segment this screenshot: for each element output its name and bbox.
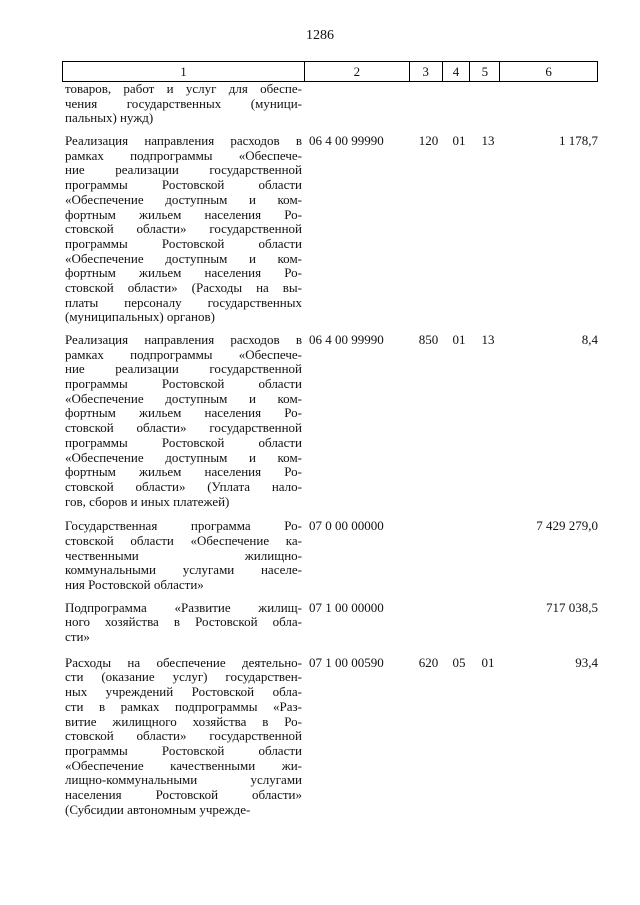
description-line: стовской области «Обеспечение ка-: [65, 533, 302, 548]
description-line: товаров, работ и услуг для обеспе-: [65, 82, 302, 96]
description-line: стовской области» государственной: [65, 222, 302, 237]
description-line: витие жилищного хозяйства в Ро-: [65, 714, 302, 729]
row-description: [65, 656, 302, 818]
section: 01: [452, 332, 466, 347]
description-line: фортным жильем населения Ро-: [65, 207, 302, 222]
description-line: Реализация направления расходов в: [65, 333, 302, 347]
amount: 717 038,5: [546, 599, 598, 615]
header-col-2: 2: [305, 62, 410, 81]
classification-code: 06 4 00 99990: [309, 332, 384, 347]
description-line: программы Ростовской области: [65, 178, 302, 193]
classification-code: 07 1 00 00590: [309, 654, 384, 670]
expense-type: 620: [418, 654, 439, 670]
description-line: платы персоналу государственных: [65, 295, 302, 310]
subsection: 13: [481, 133, 495, 149]
table-row: [62, 82, 598, 126]
row-description: [65, 601, 302, 645]
description-line: «Обеспечение доступным и ком-: [65, 450, 302, 465]
amount: 8,4: [581, 332, 598, 347]
expense-type: 850: [418, 332, 439, 347]
description-line: фортным жильем населения Ро-: [65, 406, 302, 421]
description-line: сти (оказание услуг) государствен-: [65, 670, 302, 685]
description-line: «Обеспечение доступным и ком-: [65, 391, 302, 406]
classification-code: 06 4 00 99990: [309, 133, 384, 149]
row-description: [65, 333, 302, 509]
description-line: ния Ростовской области»: [65, 578, 204, 592]
description-line: чественными жилищно-: [65, 548, 302, 563]
description-line: фортным жильем населения Ро-: [65, 266, 302, 281]
description-line: стовской области» государственной: [65, 421, 302, 436]
table-row: [62, 656, 598, 818]
description-line: сти в рамках подпрограммы «Раз-: [65, 699, 302, 714]
description-line: Расходы на обеспечение деятельно-: [65, 655, 302, 670]
table-row: [62, 134, 598, 325]
description-line: ного хозяйства в Ростовской обла-: [65, 615, 302, 630]
description-line: рамках подпрограммы «Обеспече-: [65, 347, 302, 362]
header-col-6: 6: [545, 63, 552, 79]
table-row: [62, 601, 598, 645]
description-line: «Обеспечение доступным и ком-: [65, 251, 302, 266]
page-number: 1286: [306, 28, 334, 43]
table-row: [62, 333, 598, 509]
description-line: гов, сборов и иных платежей): [65, 494, 230, 509]
description-line: стовской области» (Уплата нало-: [65, 479, 302, 494]
description-line: (муниципальных) органов): [65, 310, 215, 325]
subsection: 01: [481, 654, 495, 670]
row-description: [65, 134, 302, 325]
description-line: Подпрограмма «Развитие жилищ-: [65, 600, 302, 615]
subsection: 13: [481, 332, 495, 347]
amount: 1 178,7: [559, 133, 598, 149]
description-line: лищно-коммунальными услугами: [65, 773, 302, 788]
section: 01: [452, 133, 466, 149]
description-line: программы Ростовской области: [65, 236, 302, 251]
description-line: Государственная программа Ро-: [65, 519, 302, 534]
header-col-3: 3: [410, 62, 443, 81]
expense-type: 120: [418, 133, 439, 149]
section: 05: [452, 654, 466, 670]
description-line: «Обеспечение доступным и ком-: [65, 192, 302, 207]
header-col-4: 4: [443, 62, 471, 81]
description-line: ных учреждений Ростовской обла-: [65, 685, 302, 700]
amount: 93,4: [575, 654, 598, 670]
description-line: Реализация направления расходов в: [65, 134, 302, 149]
description-line: (Субсидии автономным учрежде-: [65, 802, 251, 817]
description-line: стовской области» государственной: [65, 729, 302, 744]
description-line: «Обеспечение качественными жи-: [65, 758, 302, 773]
description-line: рамках подпрограммы «Обеспече-: [65, 148, 302, 163]
description-line: чения государственных (муници-: [65, 96, 302, 111]
header-col-1: 1: [63, 62, 305, 81]
table-header: [62, 61, 598, 82]
description-line: программы Ростовской области: [65, 435, 302, 450]
table-row: [62, 519, 598, 592]
description-line: фортным жильем населения Ро-: [65, 465, 302, 480]
row-description: [65, 519, 302, 592]
classification-code: 07 0 00 00000: [309, 518, 384, 534]
description-line: ние реализации государственной: [65, 163, 302, 178]
table-body: [62, 82, 598, 817]
description-line: ние реализации государственной: [65, 362, 302, 377]
description-line: стовской области» (Расходы на вы-: [65, 280, 302, 295]
classification-code: 07 1 00 00000: [309, 599, 384, 615]
amount: 7 429 279,0: [536, 518, 598, 534]
description-line: программы Ростовской области: [65, 377, 302, 392]
description-line: сти»: [65, 630, 90, 645]
header-col-5: 5: [470, 62, 500, 81]
row-description: [65, 82, 302, 126]
description-line: коммунальными услугами населе-: [65, 563, 302, 578]
description-line: программы Ростовской области: [65, 743, 302, 758]
description-line: пальных) нужд): [65, 111, 154, 126]
description-line: населения Ростовской области»: [65, 787, 302, 802]
